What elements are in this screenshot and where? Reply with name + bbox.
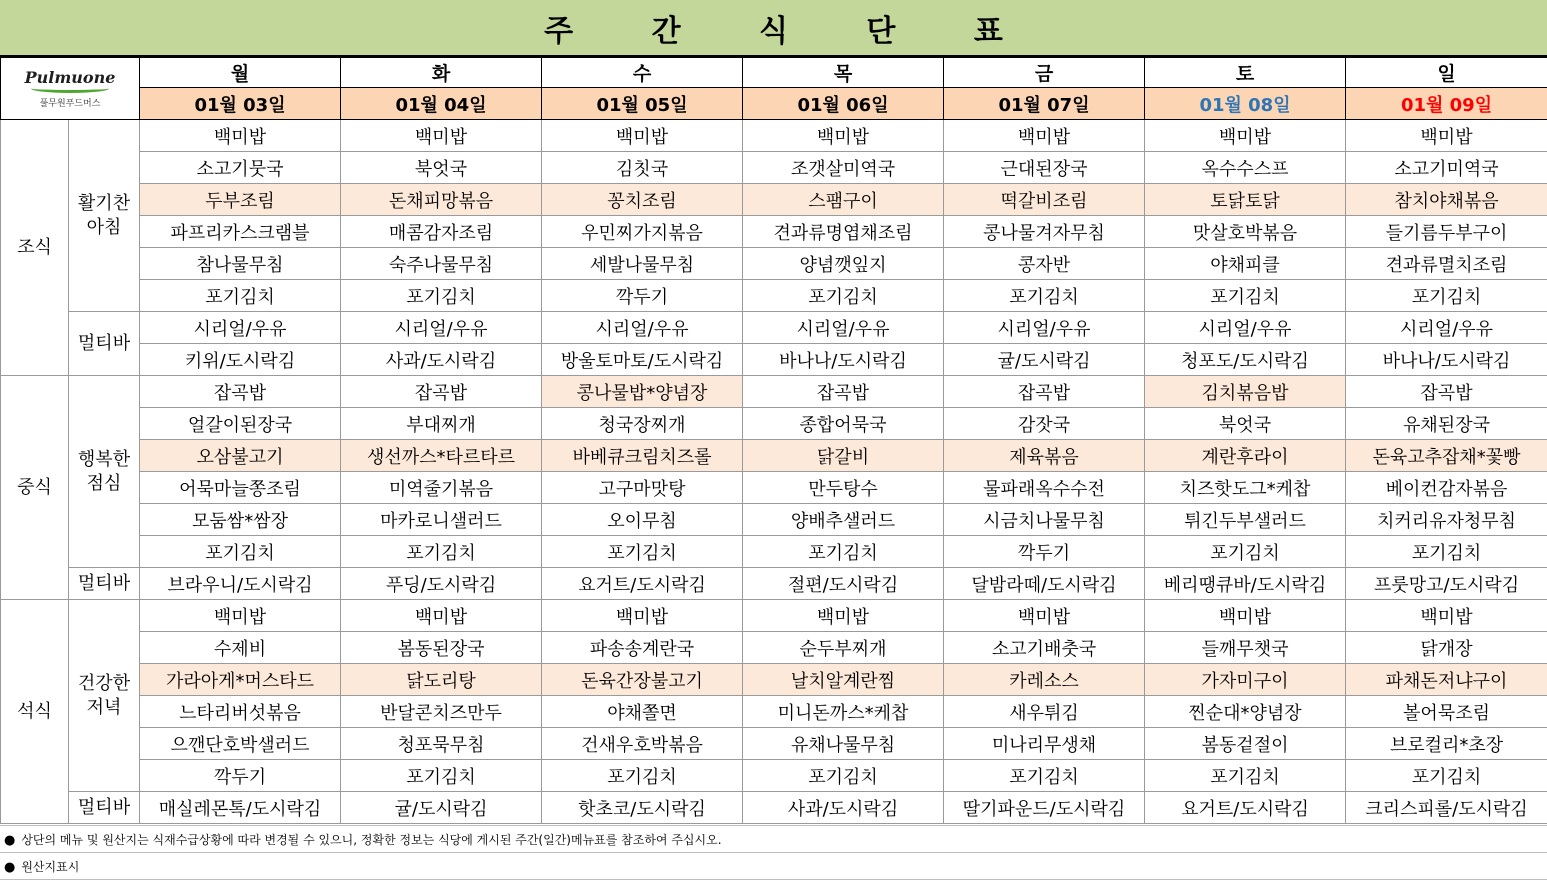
logo-swoosh — [31, 84, 109, 93]
day-header: 토 — [1145, 58, 1346, 88]
menu-row — [1, 568, 1547, 600]
menu-item: 프룻망고/도시락김 — [1346, 568, 1547, 600]
menu-item: 브라우니/도시락김 — [140, 568, 341, 600]
menu-row — [1, 600, 1547, 632]
menu-item: 시리얼/우유 — [341, 312, 542, 344]
course-label: 멀티바 — [69, 792, 140, 824]
menu-row — [1, 184, 1547, 216]
course-label: 활기찬 아침 — [69, 120, 140, 312]
menu-item: 치커리유자청무침 — [1346, 504, 1547, 536]
menu-item: 잡곡밥 — [1346, 376, 1547, 408]
menu-item: 카레소스 — [944, 664, 1145, 696]
menu-item: 마카로니샐러드 — [341, 504, 542, 536]
logo-brand: Pulmuone — [25, 68, 116, 87]
menu-item: 소고기배춧국 — [944, 632, 1145, 664]
menu-item: 제육볶음 — [944, 440, 1145, 472]
course-label: 행복한 점심 — [69, 376, 140, 568]
menu-item: 부대찌개 — [341, 408, 542, 440]
menu-item: 푸딩/도시락김 — [341, 568, 542, 600]
menu-item: 미역줄기볶음 — [341, 472, 542, 504]
menu-item: 건새우호박볶음 — [542, 728, 743, 760]
menu-row — [1, 120, 1547, 152]
menu-item: 새우튀김 — [944, 696, 1145, 728]
menu-item: 시리얼/우유 — [1145, 312, 1346, 344]
menu-row — [1, 760, 1547, 792]
menu-item: 요거트/도시락김 — [542, 568, 743, 600]
menu-item: 매콤감자조림 — [341, 216, 542, 248]
day-header-row — [1, 58, 1547, 88]
menu-item: 포기김치 — [944, 760, 1145, 792]
note-row — [0, 853, 1547, 880]
menu-item: 사과/도시락김 — [743, 792, 944, 824]
menu-item: 닭개장 — [1346, 632, 1547, 664]
menu-item: 시리얼/우유 — [743, 312, 944, 344]
menu-item: 찐순대*양념장 — [1145, 696, 1346, 728]
menu-item: 들깨무챗국 — [1145, 632, 1346, 664]
menu-item: 미니돈까스*케찹 — [743, 696, 944, 728]
menu-item: 백미밥 — [341, 120, 542, 152]
menu-item: 크리스피롤/도시락김 — [1346, 792, 1547, 824]
menu-item: 야채피클 — [1145, 248, 1346, 280]
menu-item: 유채된장국 — [1346, 408, 1547, 440]
menu-item: 백미밥 — [542, 600, 743, 632]
menu-item: 꽁치조림 — [542, 184, 743, 216]
menu-item: 김치볶음밥 — [1145, 376, 1346, 408]
menu-item: 백미밥 — [1346, 120, 1547, 152]
menu-row — [1, 728, 1547, 760]
menu-item: 조갯살미역국 — [743, 152, 944, 184]
menu-item: 김칫국 — [542, 152, 743, 184]
menu-item: 사과/도시락김 — [341, 344, 542, 376]
date-header: 01월 06일 — [743, 88, 944, 120]
menu-item: 봄동겉절이 — [1145, 728, 1346, 760]
menu-item: 날치알계란찜 — [743, 664, 944, 696]
menu-item: 콩나물밥*양념장 — [542, 376, 743, 408]
menu-item: 봄동된장국 — [341, 632, 542, 664]
logo-subtitle: 풀무원푸드머스 — [40, 96, 101, 109]
menu-row — [1, 216, 1547, 248]
menu-item: 포기김치 — [1145, 280, 1346, 312]
menu-item: 볼어묵조림 — [1346, 696, 1547, 728]
course-label: 건강한 저녁 — [69, 600, 140, 792]
menu-item: 포기김치 — [743, 280, 944, 312]
menu-item: 백미밥 — [140, 120, 341, 152]
menu-item: 귤/도시락김 — [341, 792, 542, 824]
day-header: 일 — [1346, 58, 1547, 88]
menu-item: 포기김치 — [341, 760, 542, 792]
day-header: 목 — [743, 58, 944, 88]
bullet-icon: ● — [4, 833, 15, 848]
menu-item: 잡곡밥 — [341, 376, 542, 408]
menu-item: 견과류멸치조림 — [1346, 248, 1547, 280]
logo-cell — [1, 58, 140, 120]
menu-item: 야채쫄면 — [542, 696, 743, 728]
course-label: 멀티바 — [69, 312, 140, 376]
menu-item: 키위/도시락김 — [140, 344, 341, 376]
menu-item: 참치야채볶음 — [1346, 184, 1547, 216]
menu-item: 포기김치 — [1346, 536, 1547, 568]
day-header: 화 — [341, 58, 542, 88]
menu-item: 수제비 — [140, 632, 341, 664]
menu-item: 잡곡밥 — [140, 376, 341, 408]
menu-item: 튀긴두부샐러드 — [1145, 504, 1346, 536]
menu-item: 들기름두부구이 — [1346, 216, 1547, 248]
menu-row — [1, 472, 1547, 504]
menu-item: 백미밥 — [542, 120, 743, 152]
menu-item: 순두부찌개 — [743, 632, 944, 664]
date-header-sunday: 01월 09일 — [1346, 88, 1547, 120]
meal-label: 조식 — [1, 120, 69, 376]
menu-item: 종합어묵국 — [743, 408, 944, 440]
menu-item: 포기김치 — [341, 536, 542, 568]
menu-item: 깍두기 — [944, 536, 1145, 568]
menu-item: 양념깻잎지 — [743, 248, 944, 280]
menu-item: 으깬단호박샐러드 — [140, 728, 341, 760]
menu-item: 미나리무생채 — [944, 728, 1145, 760]
menu-item: 베리땡큐바/도시락김 — [1145, 568, 1346, 600]
menu-item: 돈육고추잡채*꽃빵 — [1346, 440, 1547, 472]
menu-item: 바베큐크림치즈롤 — [542, 440, 743, 472]
day-header: 수 — [542, 58, 743, 88]
menu-item: 파프리카스크램블 — [140, 216, 341, 248]
menu-item: 포기김치 — [1145, 536, 1346, 568]
course-label: 멀티바 — [69, 568, 140, 600]
menu-item: 콩나물겨자무침 — [944, 216, 1145, 248]
menu-item: 시리얼/우유 — [1346, 312, 1547, 344]
menu-item: 감잣국 — [944, 408, 1145, 440]
menu-item: 잡곡밥 — [743, 376, 944, 408]
date-header: 01월 07일 — [944, 88, 1145, 120]
menu-row — [1, 440, 1547, 472]
note-row — [0, 826, 1547, 853]
date-header: 01월 04일 — [341, 88, 542, 120]
menu-row — [1, 344, 1547, 376]
meal-label: 중식 — [1, 376, 69, 600]
day-header: 월 — [140, 58, 341, 88]
menu-item: 오이무침 — [542, 504, 743, 536]
menu-item: 양배추샐러드 — [743, 504, 944, 536]
menu-item: 옥수수스프 — [1145, 152, 1346, 184]
page-title: 주 간 식 단 표 — [544, 6, 1037, 50]
menu-item: 포기김치 — [1145, 760, 1346, 792]
menu-item: 가라아게*머스타드 — [140, 664, 341, 696]
menu-item: 파채돈저냐구이 — [1346, 664, 1547, 696]
menu-item: 파송송계란국 — [542, 632, 743, 664]
menu-item: 세발나물무침 — [542, 248, 743, 280]
menu-item: 만두탕수 — [743, 472, 944, 504]
menu-item: 깍두기 — [542, 280, 743, 312]
menu-item: 견과류명엽채조림 — [743, 216, 944, 248]
menu-item: 깍두기 — [140, 760, 341, 792]
menu-item: 계란후라이 — [1145, 440, 1346, 472]
menu-item: 떡갈비조림 — [944, 184, 1145, 216]
menu-item: 물파래옥수수전 — [944, 472, 1145, 504]
menu-item: 잡곡밥 — [944, 376, 1145, 408]
menu-item: 가자미구이 — [1145, 664, 1346, 696]
menu-item: 두부조림 — [140, 184, 341, 216]
menu-row — [1, 408, 1547, 440]
menu-row — [1, 376, 1547, 408]
note-text: 상단의 메뉴 및 원산지는 식재수급상황에 따라 변경될 수 있으니, 정확한 정보는 식당에 게시된 주간(일간)메뉴표를 참조하여 주십시오. — [21, 833, 721, 847]
menu-item: 돈육간장불고기 — [542, 664, 743, 696]
menu-item: 청포도/도시락김 — [1145, 344, 1346, 376]
menu-item: 포기김치 — [140, 536, 341, 568]
menu-item: 바나나/도시락김 — [743, 344, 944, 376]
menu-item: 백미밥 — [341, 600, 542, 632]
menu-item: 느타리버섯볶음 — [140, 696, 341, 728]
meal-label: 석식 — [1, 600, 69, 824]
pulmuone-logo — [1, 68, 139, 109]
menu-item: 콩자반 — [944, 248, 1145, 280]
menu-item: 매실레몬톡/도시락김 — [140, 792, 341, 824]
menu-item: 유채나물무침 — [743, 728, 944, 760]
menu-item: 어묵마늘쫑조림 — [140, 472, 341, 504]
menu-row — [1, 792, 1547, 824]
menu-item: 핫초코/도시락김 — [542, 792, 743, 824]
menu-item: 바나나/도시락김 — [1346, 344, 1547, 376]
menu-item: 생선까스*타르타르 — [341, 440, 542, 472]
menu-item: 돈채피망볶음 — [341, 184, 542, 216]
menu-item: 치즈핫도그*케찹 — [1145, 472, 1346, 504]
menu-item: 백미밥 — [1346, 600, 1547, 632]
menu-item: 백미밥 — [944, 120, 1145, 152]
menu-row — [1, 152, 1547, 184]
menu-row — [1, 632, 1547, 664]
menu-item: 토닭토닭 — [1145, 184, 1346, 216]
date-header: 01월 03일 — [140, 88, 341, 120]
menu-item: 절편/도시락김 — [743, 568, 944, 600]
menu-item: 베이컨감자볶음 — [1346, 472, 1547, 504]
menu-item: 백미밥 — [1145, 600, 1346, 632]
menu-item: 오삼불고기 — [140, 440, 341, 472]
menu-item: 달밤라떼/도시락김 — [944, 568, 1145, 600]
menu-item: 포기김치 — [140, 280, 341, 312]
menu-item: 시금치나물무침 — [944, 504, 1145, 536]
menu-item: 북엇국 — [341, 152, 542, 184]
menu-item: 백미밥 — [1145, 120, 1346, 152]
date-header-saturday: 01월 08일 — [1145, 88, 1346, 120]
menu-item: 방울토마토/도시락김 — [542, 344, 743, 376]
menu-item: 모둠쌈*쌈장 — [140, 504, 341, 536]
menu-item: 북엇국 — [1145, 408, 1346, 440]
menu-item: 닭도리탕 — [341, 664, 542, 696]
menu-item: 맛살호박볶음 — [1145, 216, 1346, 248]
menu-item: 포기김치 — [944, 280, 1145, 312]
menu-item: 시리얼/우유 — [944, 312, 1145, 344]
menu-item: 브로컬리*초장 — [1346, 728, 1547, 760]
menu-item: 닭갈비 — [743, 440, 944, 472]
menu-item: 포기김치 — [743, 536, 944, 568]
menu-item: 소고기미역국 — [1346, 152, 1547, 184]
menu-item: 포기김치 — [1346, 280, 1547, 312]
menu-row — [1, 536, 1547, 568]
menu-row — [1, 504, 1547, 536]
note-text: 원산지표시 — [21, 860, 79, 874]
menu-item: 백미밥 — [140, 600, 341, 632]
menu-item: 귤/도시락김 — [944, 344, 1145, 376]
notes-table — [0, 825, 1547, 880]
menu-item: 숙주나물무침 — [341, 248, 542, 280]
menu-item: 고구마맛탕 — [542, 472, 743, 504]
bullet-icon: ● — [4, 860, 15, 875]
date-header: 01월 05일 — [542, 88, 743, 120]
menu-item: 포기김치 — [542, 536, 743, 568]
menu-item: 백미밥 — [743, 600, 944, 632]
menu-item: 청국장찌개 — [542, 408, 743, 440]
menu-row — [1, 312, 1547, 344]
date-header-row — [1, 88, 1547, 120]
menu-item: 포기김치 — [743, 760, 944, 792]
menu-item: 참나물무침 — [140, 248, 341, 280]
menu-row — [1, 248, 1547, 280]
menu-row — [1, 696, 1547, 728]
menu-item: 요거트/도시락김 — [1145, 792, 1346, 824]
menu-row — [1, 664, 1547, 696]
title-bar — [0, 0, 1547, 57]
menu-item: 소고기뭇국 — [140, 152, 341, 184]
menu-item: 포기김치 — [341, 280, 542, 312]
menu-item: 백미밥 — [944, 600, 1145, 632]
menu-item: 근대된장국 — [944, 152, 1145, 184]
menu-row — [1, 280, 1547, 312]
menu-item: 시리얼/우유 — [542, 312, 743, 344]
menu-item: 시리얼/우유 — [140, 312, 341, 344]
menu-item: 반달콘치즈만두 — [341, 696, 542, 728]
menu-item: 포기김치 — [1346, 760, 1547, 792]
menu-item: 포기김치 — [542, 760, 743, 792]
menu-item: 딸기파운드/도시락김 — [944, 792, 1145, 824]
menu-item: 우민찌가지볶음 — [542, 216, 743, 248]
menu-item: 스팸구이 — [743, 184, 944, 216]
menu-item: 얼갈이된장국 — [140, 408, 341, 440]
menu-item: 청포묵무침 — [341, 728, 542, 760]
weekly-menu-table — [0, 57, 1547, 824]
day-header: 금 — [944, 58, 1145, 88]
menu-item: 백미밥 — [743, 120, 944, 152]
